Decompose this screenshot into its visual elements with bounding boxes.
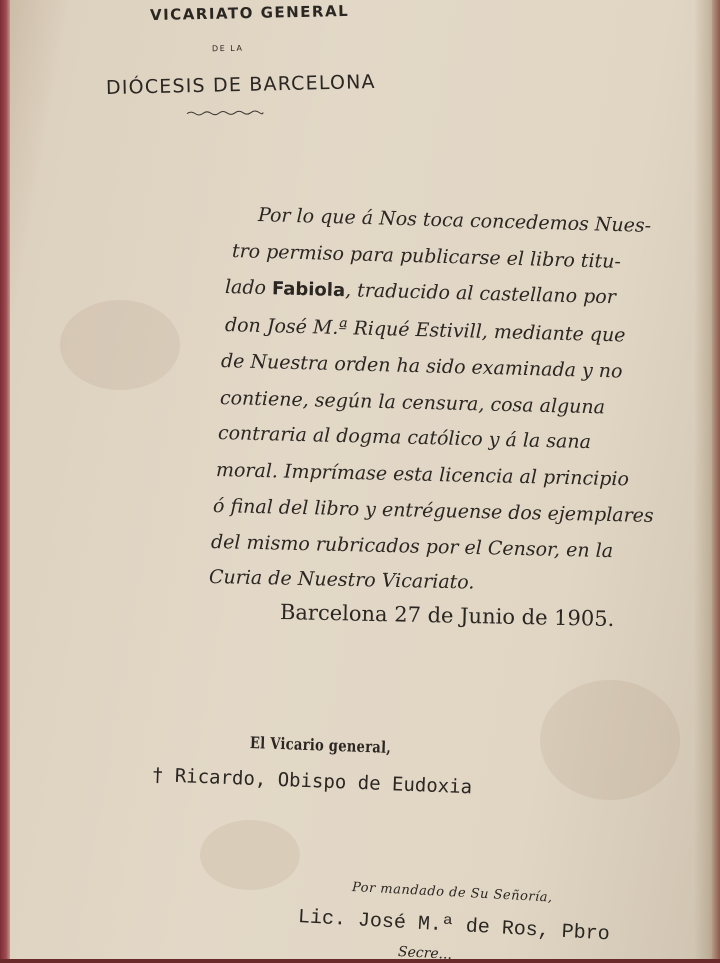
body-line-11: Curia de Nuestro Vicariato. [208, 566, 475, 594]
body-line-7: contraria al dogma católico y á la sana [217, 422, 592, 454]
body-line-2: tro permiso para publicarse el libro titu- [231, 240, 622, 273]
secretary-title-cut: Secre... [397, 944, 453, 963]
book-title-fabiola: Fabiola [271, 278, 346, 302]
secretary-order: Por mandado de Su Señoría, [351, 880, 553, 906]
body-line-4: don José M.ª Riqué Estivill, mediante que [224, 314, 626, 347]
body-line-8: moral. Imprímase esta licencia al principio [215, 459, 630, 491]
body-line-3-start: lado [224, 276, 273, 300]
body-line-6: contiene, según la censura, cosa alguna [219, 387, 606, 419]
ornament-rule [185, 107, 265, 118]
header-diocesis: DIÓCESIS DE BARCELONA [105, 70, 376, 100]
signature-title: El Vicario general, [249, 733, 392, 757]
body-line-1: Por lo que á Nos toca concedemos Nues- [257, 204, 652, 237]
body-line-5: de Nuestra orden ha sido examinada y no [220, 350, 623, 383]
body-line-3-end: , traducido al castellano por [344, 279, 617, 309]
body-line-3 [225, 276, 616, 308]
header-vicariato: VICARIATO GENERAL [149, 1, 350, 25]
body-line-9: ó final del libro y entréguense dos ejemplares [212, 495, 654, 527]
signature-name: † Ricardo, Obispo de Eudoxia [151, 764, 473, 799]
header-de-la: DE LA [211, 43, 244, 54]
body-line-10: del mismo rubricados por el Censor, en la [210, 531, 614, 563]
secretary-name: Lic. José M.ª de Ros, Pbro [297, 906, 611, 947]
date-line: Barcelona 27 de Junio de 1905. [279, 600, 615, 631]
